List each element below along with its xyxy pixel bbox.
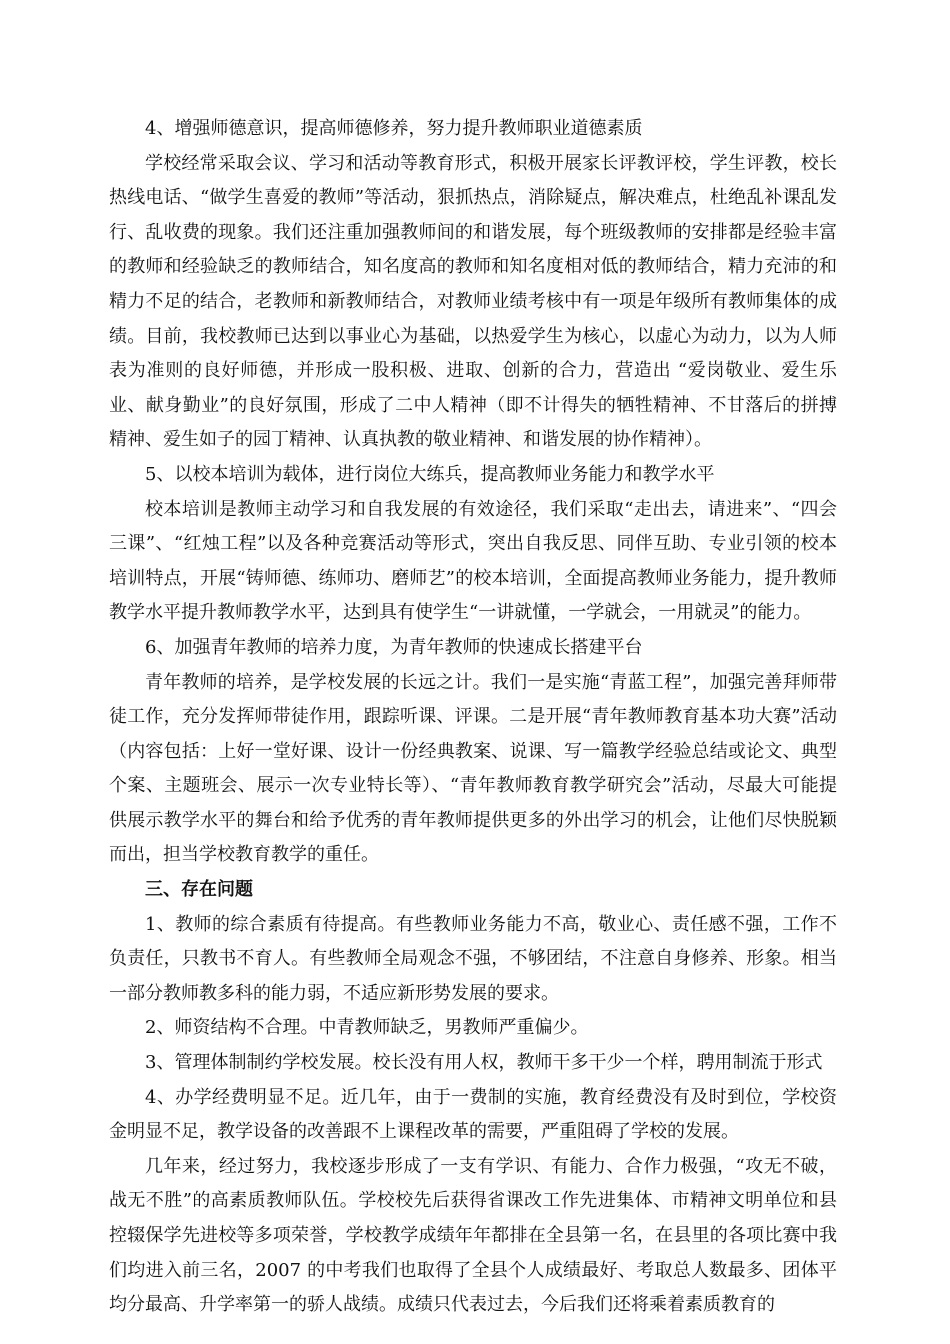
problem-item-3: 3、管理体制制约学校发展。校长没有用人权，教师干多干少一个样，聘用制流于形式 bbox=[145, 1052, 823, 1074]
problem-item-1: 1、教师的综合素质有待提高。有些教师业务能力不高，敬业心、责任感不强，工作不负责任，只教书不育人。有些教师全局观念不强，不够团结，不注意自身修养、形象。相当一部分教师教多科的能力弱，不适应新形势发展的要求。 bbox=[109, 913, 837, 1004]
paragraph-teacher-ethics: 学校经常采取会议、学习和活动等教育形式，积极开展家长评教评校，学生评教，校长热线电话、“做学生喜爱的教师”等活动，狠抓热点，消除疑点，解决难点，杜绝乱补课乱发行、乱收费的现象。我们还注重加强教师间的和谐发展，每个班级教师的安排都是经验丰富的教师和经验缺乏的教师结合，知名度高的教师和知名度相对低的教师结合，精力充沛的和精力不足的结合，老教师和新教师结合，对教师业绩考核中有一项是年级所有教师集体的成绩。目前，我校教师已达到以事业心为基础，以热爱学生为核心，以虚心为动力，以为人师表为准则的良好师德，并形成一股积极、进取、创新的合力，营造出 “爱岗敬业、爱生乐业、献身勤业”的良好氛围，形成了二中人精神（即不计得失的牺牲精神、不甘落后的拼搏精神、爱生如子的园丁精神、认真执教的敬业精神、和谐发展的协作精神）。 bbox=[109, 152, 837, 451]
paragraph-young-teachers: 青年教师的培养，是学校发展的长远之计。我们一是实施“青蓝工程”，加强完善拜师带徒工作，充分发挥师带徒作用，跟踪听课、评课。二是开展“青年教师教育基本功大赛”活动（内容包括：上好一堂好课、设计一份经典教案、说课、写一篇教学经验总结或论文、典型个案、主题班会、展示一次专业特长等）、“青年教师教育教学研究会”活动，尽最大可能提供展示教学水平的舞台和给予优秀的青年教师提供更多的外出学习的机会，让他们尽快脱颖而出，担当学校教育教学的重任。 bbox=[109, 671, 837, 866]
paragraph-school-training: 校本培训是教师主动学习和自我发展的有效途径，我们采取“走出去，请进来”、“四会三课”、“红烛工程”以及各种竞赛活动等形式，突出自我反思、同伴互助、专业引领的校本培训特点，开展“铸师德、练师功、磨师艺”的校本培训，全面提高教师业务能力，提升教师教学水平提升教师教学水平，达到具有使学生“一讲就懂，一学就会，一用就灵”的能力。 bbox=[109, 498, 837, 624]
section-heading-problems: 三、存在问题 bbox=[145, 879, 253, 901]
item-heading-5: 5、以校本培训为载体，进行岗位大练兵，提高教师业务能力和教学水平 bbox=[145, 463, 715, 485]
problem-item-4: 4、办学经费明显不足。近几年，由于一费制的实施，教育经费没有及时到位，学校资金明显不足，教学设备的改善跟不上课程改革的需要，严重阻碍了学校的发展。 bbox=[109, 1086, 837, 1143]
item-heading-6: 6、加强青年教师的培养力度，为青年教师的快速成长搭建平台 bbox=[145, 636, 643, 658]
problem-item-2: 2、师资结构不合理。中青教师缺乏，男教师严重偏少。 bbox=[145, 1017, 589, 1039]
paragraph-summary: 几年来，经过努力，我校逐步形成了一支有学识、有能力、合作力极强，“攻无不破，战无不胜”的高素质教师队伍。学校校先后获得省课改工作先进集体、市精神文明单位和县控辍保学先进校等多项荣誉，学校教学成绩年年都排在全县第一名，在县里的各项比赛中我们均进入前三名，2007 的中考我们也取得了全县个人成绩最好、考取总人数最多、团体平均分最高、升学率第一的骄人战绩。成绩只代表过去，今后我们还将乘着素质教育的 bbox=[109, 1155, 837, 1316]
item-heading-4: 4、增强师德意识，提高师德修养，努力提升教师职业道德素质 bbox=[145, 118, 643, 139]
